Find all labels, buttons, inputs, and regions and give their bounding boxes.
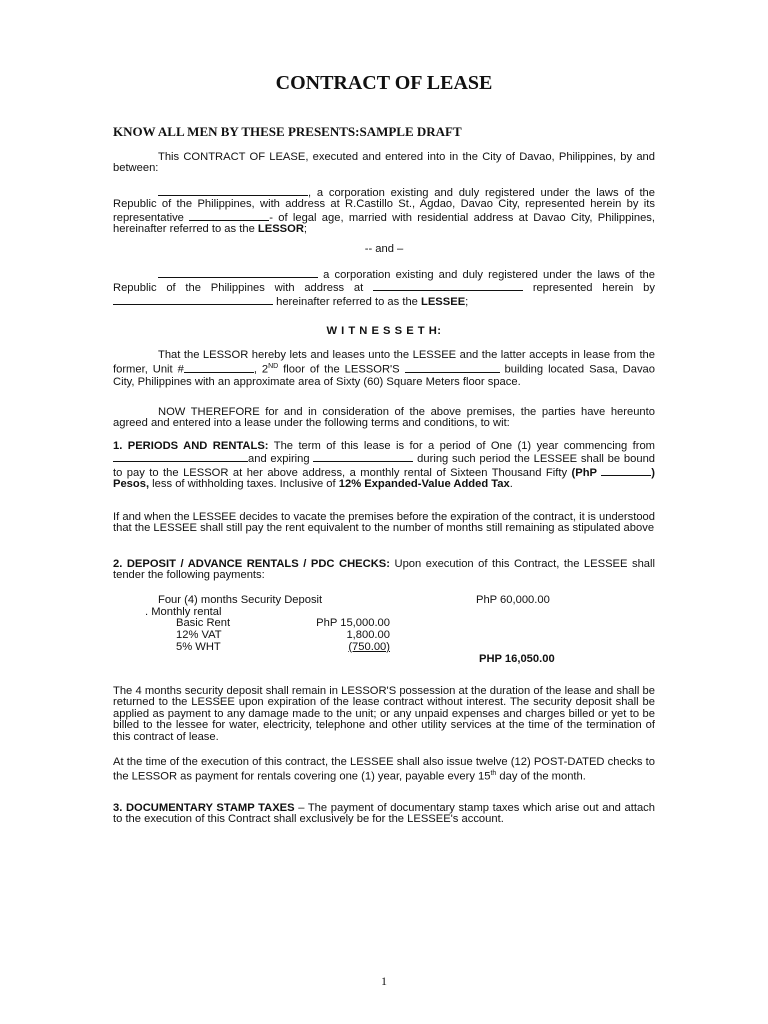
- vat-text: 12% Expanded-Value Added Tax: [338, 478, 510, 491]
- document-subtitle: KNOW ALL MEN BY THESE PRESENTS:SAMPLE DRAFT: [113, 124, 462, 139]
- php-amount-blank[interactable]: [601, 466, 651, 476]
- section-1-text-4: less of withholding taxes. Inclusive of: [149, 478, 339, 491]
- building-name-blank[interactable]: [405, 363, 500, 373]
- basic-rent-label: Basic Rent: [176, 617, 231, 629]
- section-1-paragraph: [113, 441, 655, 491]
- section-2-text: Upon execution of this Contract, the LESSEE shall tender the following payments:: [113, 558, 655, 582]
- lessee-rep-blank[interactable]: [113, 295, 273, 305]
- section-1-heading: 1. PERIODS AND RENTALS:: [113, 440, 269, 452]
- vat-label: 12% VAT: [176, 629, 222, 641]
- lessee-address-blank[interactable]: [373, 281, 523, 291]
- php-open: (PhP: [571, 466, 602, 479]
- unit-number-blank[interactable]: [184, 363, 254, 373]
- section-3-heading: 3. DOCUMENTARY STAMP TAXES: [113, 802, 295, 814]
- pdc-sup: th: [490, 770, 497, 778]
- lessee-text-1: a corporation existing and duly registered under the laws of the Republic of the Philippines with address at: [113, 269, 655, 295]
- wht-amount: (750.00): [348, 641, 390, 653]
- lessor-text-2: - of legal age, married with residential address at Davao City, Philippines, hereinafter referred to as the: [113, 211, 655, 236]
- total-monthly-amount: PHP 16,050.00: [479, 653, 555, 665]
- section-1-end: .: [509, 478, 513, 491]
- lessor-role: LESSOR: [257, 223, 304, 236]
- lease-text-4: building located Sasa, Davao City, Philippines with an approximate area of Sixty (60) Square Meters floor space.: [113, 364, 655, 388]
- lessee-name-blank[interactable]: [158, 268, 318, 278]
- php-close: ) Pesos,: [113, 466, 656, 491]
- vacate-paragraph: If and when the LESSEE decides to vacate the premises before the expiration of the contract, it is understood that the LESSEE shall still pay the rent equivalent to the number of months still remaining as stipulated above: [113, 511, 655, 535]
- page-number: 1: [381, 974, 387, 988]
- lease-text-1: That the LESSOR hereby lets and leases unto the LESSEE and the latter accepts in lease from the former, Unit #: [113, 349, 655, 377]
- section-3-paragraph: [113, 803, 655, 826]
- lease-text-2: , 2: [253, 364, 269, 377]
- security-deposit-amount: PhP 60,000.00: [476, 594, 550, 606]
- vat-amount: 1,800.00: [346, 629, 390, 641]
- section-3-text: – The payment of documentary stamp taxes which arise out and attach to the execution of this Contract shall exclusively be for the LESSEE's account.: [113, 802, 655, 826]
- lessee-end: ;: [465, 295, 469, 308]
- wht-label: 5% WHT: [176, 641, 221, 653]
- deposit-paragraph: The 4 months security deposit shall remain in LESSOR'S possession at the duration of the lease and shall be returned to the LESSEE upon expiration of the lease contract without interest. The security deposit shall be applied as payment to any damage made to the unit; or any unpaid expenses and charges billed or yet to be billed to the lessee for water, electricity, telephone and other utility services at the time of the termination of this contract of lease.: [113, 685, 655, 743]
- lessor-rep-blank[interactable]: [189, 211, 269, 221]
- monthly-rental-label: . Monthly rental: [145, 606, 222, 618]
- intro-paragraph: This CONTRACT OF LEASE, executed and entered into in the City of Davao, Philippines, by and between:: [113, 151, 655, 175]
- lease-text-3: floor of the LESSOR'S: [278, 364, 405, 377]
- section-1-text-1: The term of this lease is for a period of One (1) year commencing from: [268, 440, 655, 452]
- pdc-paragraph: [113, 757, 655, 784]
- basic-rent-amount: PhP 15,000.00: [316, 617, 390, 629]
- and-separator: -- and –: [364, 243, 404, 255]
- lease-paragraph: [113, 350, 655, 388]
- lessee-text-3: hereinafter referred to as the: [273, 295, 422, 308]
- lessee-role: LESSEE: [421, 295, 466, 308]
- lease-sup: ND: [268, 363, 279, 371]
- section-1-text-2: and expiring: [248, 453, 314, 466]
- pdc-text-2: day of the month.: [496, 771, 586, 784]
- now-therefore-paragraph: NOW THEREFORE for and in consideration of the above premises, the parties have hereunto agreed and entered into a lease under the following terms and conditions, to wit:: [113, 406, 655, 430]
- section-1-text-3: during such period the LESSEE shall be bound to pay to the LESSOR at her above address, a monthly rental of Sixteen Thousand Fifty: [113, 453, 656, 479]
- lessee-text-2: represented herein by: [523, 282, 655, 295]
- witnesseth-heading: W I T N E S S E T H:: [326, 325, 442, 337]
- section-2-paragraph: [113, 559, 655, 582]
- expiring-date-blank[interactable]: [313, 452, 413, 462]
- lessor-paragraph: [113, 186, 655, 236]
- lessor-text-1: , a corporation existing and duly registered under the laws of the Republic of the Philippines, with address at R.Castillo St., Agdao, Davao City, represented herein by its representative: [113, 187, 655, 224]
- document-title: CONTRACT OF LEASE: [275, 72, 493, 94]
- section-2-heading: 2. DEPOSIT / ADVANCE RENTALS / PDC CHECKS:: [113, 558, 390, 570]
- pdc-text-1: At the time of the execution of this contract, the LESSEE shall also issue twelve (12) POST-DATED checks to the LESSOR as payment for rentals covering one (1) year, payable every 15: [113, 756, 655, 784]
- security-deposit-label: Four (4) months Security Deposit: [158, 594, 323, 606]
- lessee-paragraph: [113, 268, 655, 308]
- lessor-name-blank[interactable]: [158, 186, 308, 196]
- commencing-date-blank[interactable]: [113, 452, 248, 462]
- lessor-end: ;: [303, 223, 308, 236]
